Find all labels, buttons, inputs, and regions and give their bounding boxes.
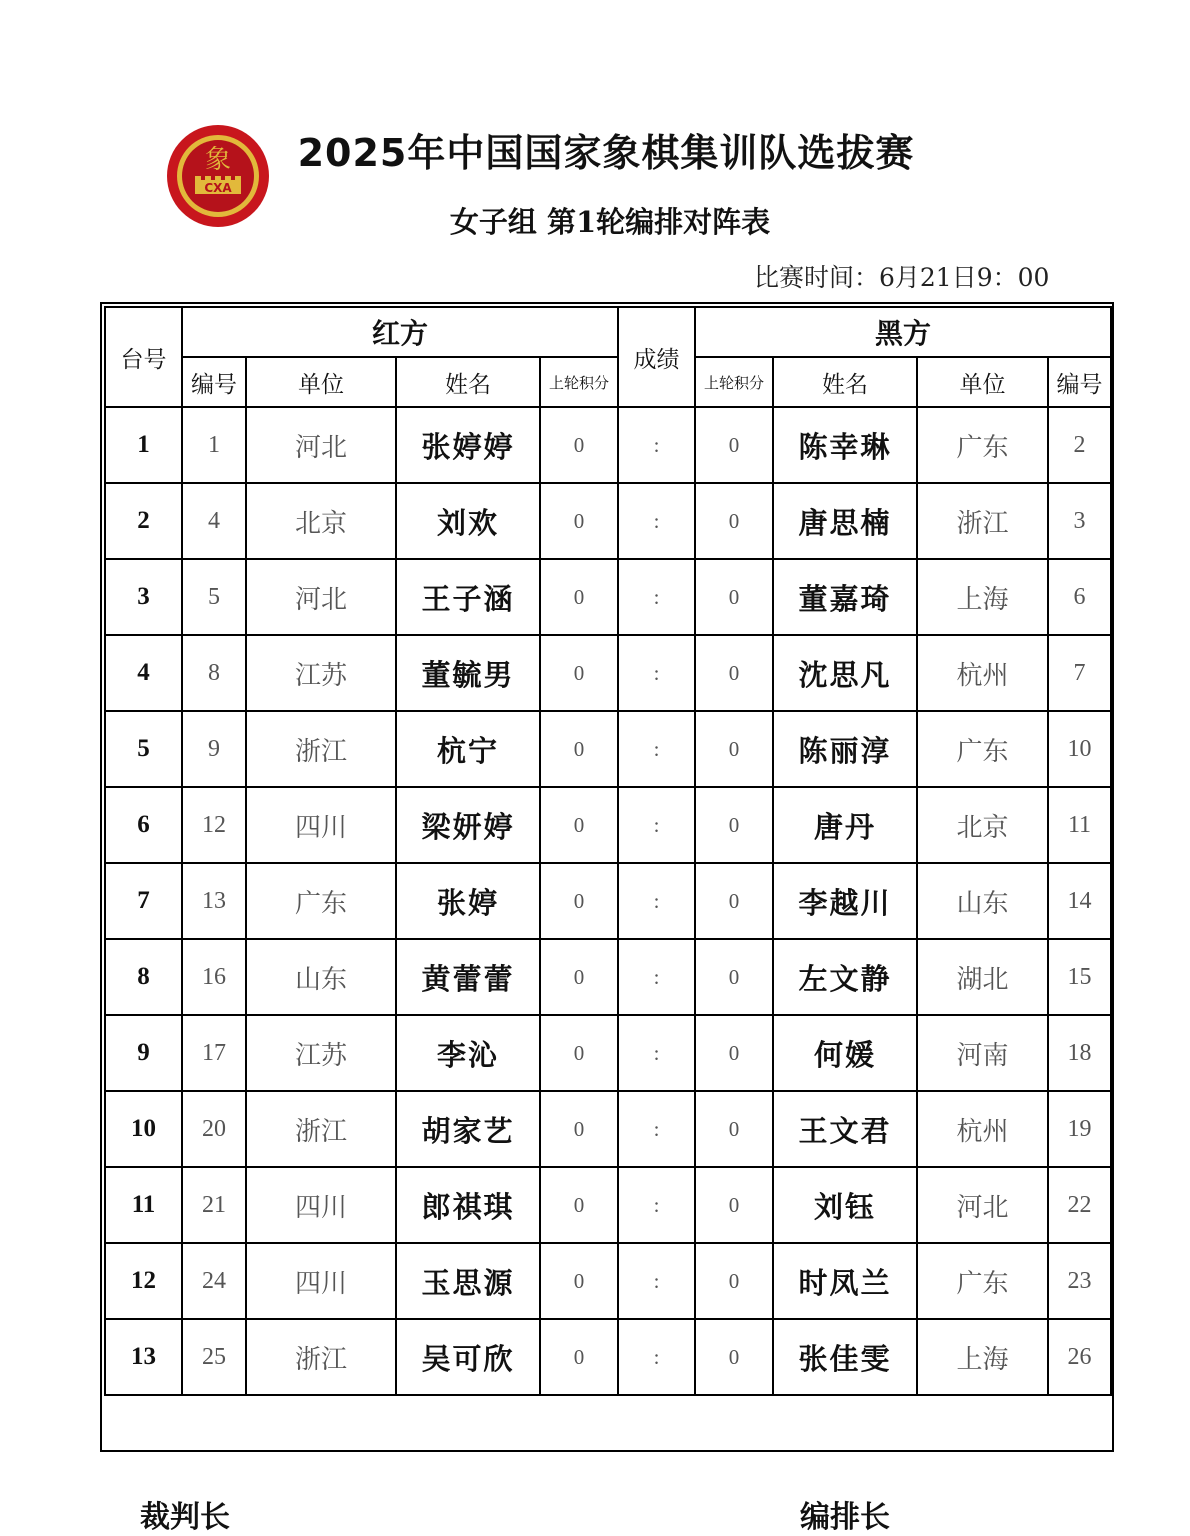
result: : (618, 939, 695, 1015)
black-name: 陈幸琳 (773, 407, 917, 483)
result: : (618, 1243, 695, 1319)
header-black-unit: 单位 (917, 357, 1048, 407)
table-row (105, 559, 1111, 635)
red-prev-score: 0 (540, 1091, 618, 1167)
red-unit: 江苏 (246, 1015, 396, 1091)
header-black-prev: 上轮积分 (695, 357, 773, 407)
red-unit: 山东 (246, 939, 396, 1015)
table-row (105, 1319, 1111, 1395)
red-id: 13 (182, 863, 246, 939)
red-name: 张婷 (396, 863, 540, 939)
table-row (105, 1091, 1111, 1167)
table-row (105, 407, 1111, 483)
page-title: 2025年中国国家象棋集训队选拔赛 (297, 131, 915, 175)
header-black-name: 姓名 (773, 357, 917, 407)
black-prev-score: 0 (695, 939, 773, 1015)
row-board: 10 (105, 1091, 182, 1167)
black-id: 2 (1048, 407, 1111, 483)
red-id: 21 (182, 1167, 246, 1243)
result: : (618, 483, 695, 559)
red-name: 杭宁 (396, 711, 540, 787)
black-name: 陈丽淳 (773, 711, 917, 787)
red-name: 董毓男 (396, 635, 540, 711)
red-unit: 浙江 (246, 711, 396, 787)
black-prev-score: 0 (695, 1243, 773, 1319)
row-board: 5 (105, 711, 182, 787)
black-unit: 上海 (917, 1319, 1048, 1395)
black-unit: 湖北 (917, 939, 1048, 1015)
black-id: 6 (1048, 559, 1111, 635)
black-name: 唐丹 (773, 787, 917, 863)
black-name: 何媛 (773, 1015, 917, 1091)
red-id: 9 (182, 711, 246, 787)
black-unit: 山东 (917, 863, 1048, 939)
result: : (618, 1319, 695, 1395)
black-name: 董嘉琦 (773, 559, 917, 635)
black-prev-score: 0 (695, 1015, 773, 1091)
row-board: 9 (105, 1015, 182, 1091)
red-id: 12 (182, 787, 246, 863)
black-unit: 杭州 (917, 1091, 1048, 1167)
table-row (105, 711, 1111, 787)
black-id: 19 (1048, 1091, 1111, 1167)
result: : (618, 863, 695, 939)
red-unit: 浙江 (246, 1091, 396, 1167)
black-name: 时凤兰 (773, 1243, 917, 1319)
black-name: 王文君 (773, 1091, 917, 1167)
black-id: 26 (1048, 1319, 1111, 1395)
black-unit: 北京 (917, 787, 1048, 863)
red-unit: 浙江 (246, 1319, 396, 1395)
black-unit: 河北 (917, 1167, 1048, 1243)
red-id: 25 (182, 1319, 246, 1395)
footer-arranger: 编排长 (800, 1500, 890, 1535)
match-time: 比赛时间：6月21日9：00 (754, 263, 1050, 292)
red-name: 王子涵 (396, 559, 540, 635)
footer-chief-referee: 裁判长 (140, 1500, 230, 1535)
header-red-name: 姓名 (396, 357, 540, 407)
table-row (105, 787, 1111, 863)
page-subtitle: 女子组 第1轮编排对阵表 (449, 205, 771, 239)
black-unit: 广东 (917, 1243, 1048, 1319)
red-prev-score: 0 (540, 407, 618, 483)
pairing-table (104, 306, 1112, 1396)
red-name: 刘欢 (396, 483, 540, 559)
red-unit: 江苏 (246, 635, 396, 711)
red-unit: 四川 (246, 787, 396, 863)
logo-glyph: 象 (204, 145, 232, 175)
red-unit: 河北 (246, 407, 396, 483)
red-name: 胡家艺 (396, 1091, 540, 1167)
table-row (105, 1167, 1111, 1243)
black-prev-score: 0 (695, 863, 773, 939)
red-prev-score: 0 (540, 863, 618, 939)
red-prev-score: 0 (540, 635, 618, 711)
header-red-side: 红方 (182, 307, 618, 357)
header-black-side: 黑方 (695, 307, 1111, 357)
black-name: 沈思凡 (773, 635, 917, 711)
red-unit: 广东 (246, 863, 396, 939)
table-row (105, 1243, 1111, 1319)
header-board: 台号 (105, 307, 182, 407)
header-black-id: 编号 (1048, 357, 1111, 407)
red-prev-score: 0 (540, 1243, 618, 1319)
black-id: 3 (1048, 483, 1111, 559)
result: : (618, 635, 695, 711)
red-name: 李沁 (396, 1015, 540, 1091)
header-score: 成绩 (618, 307, 695, 407)
row-board: 1 (105, 407, 182, 483)
table-row (105, 483, 1111, 559)
result: : (618, 711, 695, 787)
row-board: 11 (105, 1167, 182, 1243)
red-id: 4 (182, 483, 246, 559)
header-red-unit: 单位 (246, 357, 396, 407)
red-id: 17 (182, 1015, 246, 1091)
row-board: 12 (105, 1243, 182, 1319)
black-prev-score: 0 (695, 559, 773, 635)
row-board: 4 (105, 635, 182, 711)
row-board: 8 (105, 939, 182, 1015)
black-id: 23 (1048, 1243, 1111, 1319)
black-id: 15 (1048, 939, 1111, 1015)
black-prev-score: 0 (695, 787, 773, 863)
black-unit: 河南 (917, 1015, 1048, 1091)
red-prev-score: 0 (540, 939, 618, 1015)
black-id: 10 (1048, 711, 1111, 787)
row-board: 2 (105, 483, 182, 559)
row-board: 7 (105, 863, 182, 939)
red-id: 16 (182, 939, 246, 1015)
red-unit: 四川 (246, 1167, 396, 1243)
red-prev-score: 0 (540, 1319, 618, 1395)
red-prev-score: 0 (540, 1167, 618, 1243)
black-prev-score: 0 (695, 483, 773, 559)
logo-text: CXA (204, 181, 232, 195)
table-row (105, 863, 1111, 939)
row-board: 13 (105, 1319, 182, 1395)
red-id: 1 (182, 407, 246, 483)
red-name: 玉思源 (396, 1243, 540, 1319)
red-name: 郎祺琪 (396, 1167, 540, 1243)
red-unit: 河北 (246, 559, 396, 635)
table-row (105, 635, 1111, 711)
row-board: 6 (105, 787, 182, 863)
red-id: 8 (182, 635, 246, 711)
red-prev-score: 0 (540, 787, 618, 863)
header-red-prev: 上轮积分 (540, 357, 618, 407)
result: : (618, 1015, 695, 1091)
result: : (618, 559, 695, 635)
red-id: 5 (182, 559, 246, 635)
black-prev-score: 0 (695, 407, 773, 483)
black-id: 14 (1048, 863, 1111, 939)
black-unit: 广东 (917, 407, 1048, 483)
red-prev-score: 0 (540, 483, 618, 559)
black-id: 22 (1048, 1167, 1111, 1243)
black-id: 11 (1048, 787, 1111, 863)
red-name: 吴可欣 (396, 1319, 540, 1395)
result: : (618, 1091, 695, 1167)
table-row (105, 1015, 1111, 1091)
black-name: 刘钰 (773, 1167, 917, 1243)
black-prev-score: 0 (695, 635, 773, 711)
red-prev-score: 0 (540, 711, 618, 787)
black-name: 张佳雯 (773, 1319, 917, 1395)
black-prev-score: 0 (695, 1167, 773, 1243)
black-id: 18 (1048, 1015, 1111, 1091)
black-unit: 杭州 (917, 635, 1048, 711)
black-name: 李越川 (773, 863, 917, 939)
black-unit: 广东 (917, 711, 1048, 787)
red-name: 梁妍婷 (396, 787, 540, 863)
red-name: 黄蕾蕾 (396, 939, 540, 1015)
black-prev-score: 0 (695, 1091, 773, 1167)
black-unit: 浙江 (917, 483, 1048, 559)
red-unit: 四川 (246, 1243, 396, 1319)
header-red-id: 编号 (182, 357, 246, 407)
black-unit: 上海 (917, 559, 1048, 635)
black-name: 唐思楠 (773, 483, 917, 559)
red-unit: 北京 (246, 483, 396, 559)
red-prev-score: 0 (540, 1015, 618, 1091)
black-name: 左文静 (773, 939, 917, 1015)
black-prev-score: 0 (695, 1319, 773, 1395)
red-name: 张婷婷 (396, 407, 540, 483)
result: : (618, 407, 695, 483)
black-id: 7 (1048, 635, 1111, 711)
red-prev-score: 0 (540, 559, 618, 635)
row-board: 3 (105, 559, 182, 635)
black-prev-score: 0 (695, 711, 773, 787)
table-row (105, 939, 1111, 1015)
result: : (618, 1167, 695, 1243)
red-id: 20 (182, 1091, 246, 1167)
result: : (618, 787, 695, 863)
red-id: 24 (182, 1243, 246, 1319)
